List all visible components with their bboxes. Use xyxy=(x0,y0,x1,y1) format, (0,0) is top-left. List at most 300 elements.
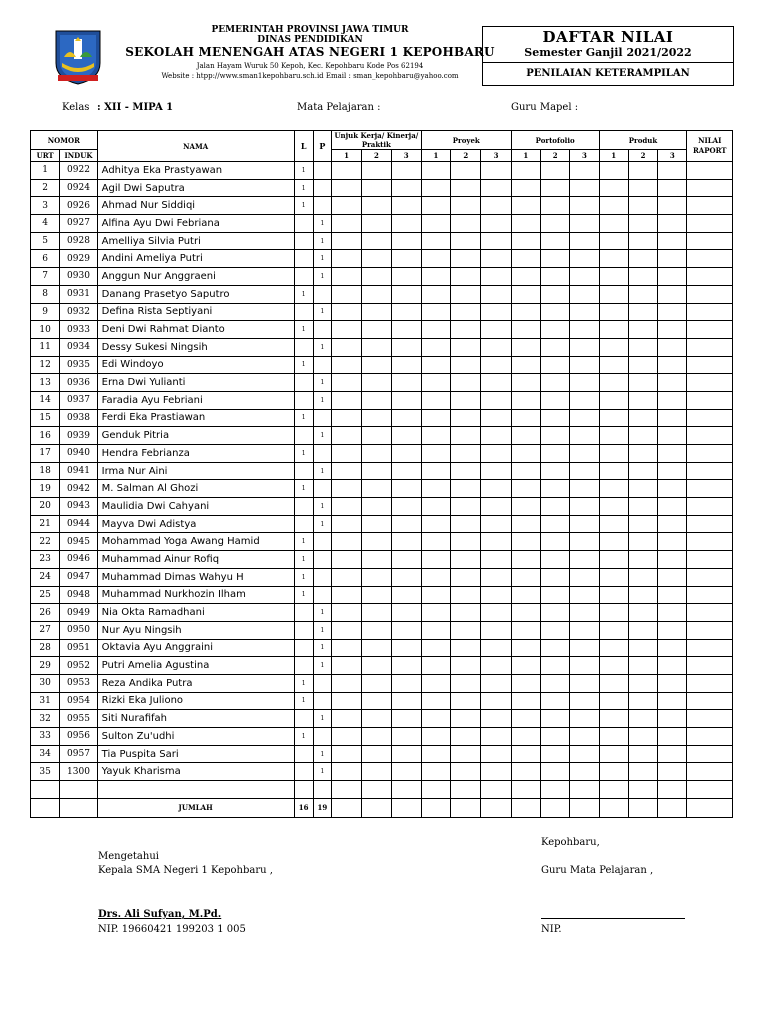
score-cell[interactable] xyxy=(481,604,511,622)
score-cell[interactable] xyxy=(687,445,733,463)
score-cell[interactable] xyxy=(687,285,733,303)
score-cell[interactable] xyxy=(391,498,421,516)
score-cell[interactable] xyxy=(511,692,540,710)
score-cell[interactable] xyxy=(570,515,599,533)
score-cell[interactable] xyxy=(687,586,733,604)
score-cell[interactable] xyxy=(421,533,450,551)
score-cell[interactable] xyxy=(570,391,599,409)
score-cell[interactable] xyxy=(511,639,540,657)
score-cell[interactable] xyxy=(421,356,450,374)
score-cell[interactable] xyxy=(481,586,511,604)
score-cell[interactable] xyxy=(421,568,450,586)
score-cell[interactable] xyxy=(658,215,687,233)
score-cell[interactable] xyxy=(599,445,628,463)
score-cell[interactable] xyxy=(451,533,481,551)
score-cell[interactable] xyxy=(658,197,687,215)
score-cell[interactable] xyxy=(570,197,599,215)
score-cell[interactable] xyxy=(599,480,628,498)
score-cell[interactable] xyxy=(570,445,599,463)
score-cell[interactable] xyxy=(658,232,687,250)
score-cell[interactable] xyxy=(362,232,391,250)
score-cell[interactable] xyxy=(599,498,628,516)
score-cell[interactable] xyxy=(658,639,687,657)
score-cell[interactable] xyxy=(511,621,540,639)
score-cell[interactable] xyxy=(541,215,570,233)
score-cell[interactable] xyxy=(421,197,450,215)
score-cell[interactable] xyxy=(421,427,450,445)
score-cell[interactable] xyxy=(511,568,540,586)
score-cell[interactable] xyxy=(599,374,628,392)
score-cell[interactable] xyxy=(570,480,599,498)
score-cell[interactable] xyxy=(421,674,450,692)
score-cell[interactable] xyxy=(511,657,540,675)
score-cell[interactable] xyxy=(628,179,657,197)
score-cell[interactable] xyxy=(628,197,657,215)
score-cell[interactable] xyxy=(331,745,361,763)
score-cell[interactable] xyxy=(628,551,657,569)
score-cell[interactable] xyxy=(628,498,657,516)
score-cell[interactable] xyxy=(628,374,657,392)
score-cell[interactable] xyxy=(658,462,687,480)
score-cell[interactable] xyxy=(362,321,391,339)
score-cell[interactable] xyxy=(362,268,391,286)
score-cell[interactable] xyxy=(331,268,361,286)
score-cell[interactable] xyxy=(391,427,421,445)
score-cell[interactable] xyxy=(658,303,687,321)
score-cell[interactable] xyxy=(687,462,733,480)
score-cell[interactable] xyxy=(362,533,391,551)
score-cell[interactable] xyxy=(362,621,391,639)
score-cell[interactable] xyxy=(658,356,687,374)
score-cell[interactable] xyxy=(511,480,540,498)
score-cell[interactable] xyxy=(599,604,628,622)
score-cell[interactable] xyxy=(481,728,511,746)
score-cell[interactable] xyxy=(628,427,657,445)
score-cell[interactable] xyxy=(658,338,687,356)
score-cell[interactable] xyxy=(687,657,733,675)
score-cell[interactable] xyxy=(599,710,628,728)
score-cell[interactable] xyxy=(421,409,450,427)
score-cell[interactable] xyxy=(628,568,657,586)
score-cell[interactable] xyxy=(687,409,733,427)
score-cell[interactable] xyxy=(658,710,687,728)
score-cell[interactable] xyxy=(421,162,450,180)
score-cell[interactable] xyxy=(421,445,450,463)
score-cell[interactable] xyxy=(628,285,657,303)
score-cell[interactable] xyxy=(481,763,511,781)
score-cell[interactable] xyxy=(511,409,540,427)
score-cell[interactable] xyxy=(599,551,628,569)
score-cell[interactable] xyxy=(658,728,687,746)
score-cell[interactable] xyxy=(658,285,687,303)
score-cell[interactable] xyxy=(451,621,481,639)
score-cell[interactable] xyxy=(391,409,421,427)
score-cell[interactable] xyxy=(599,391,628,409)
score-cell[interactable] xyxy=(451,321,481,339)
score-cell[interactable] xyxy=(421,462,450,480)
score-cell[interactable] xyxy=(391,674,421,692)
score-cell[interactable] xyxy=(687,763,733,781)
score-cell[interactable] xyxy=(541,533,570,551)
score-cell[interactable] xyxy=(511,321,540,339)
score-cell[interactable] xyxy=(541,321,570,339)
score-cell[interactable] xyxy=(421,338,450,356)
score-cell[interactable] xyxy=(628,162,657,180)
score-cell[interactable] xyxy=(451,338,481,356)
score-cell[interactable] xyxy=(687,338,733,356)
score-cell[interactable] xyxy=(481,250,511,268)
score-cell[interactable] xyxy=(658,533,687,551)
score-cell[interactable] xyxy=(362,338,391,356)
score-cell[interactable] xyxy=(541,515,570,533)
score-cell[interactable] xyxy=(599,179,628,197)
score-cell[interactable] xyxy=(541,391,570,409)
score-cell[interactable] xyxy=(599,250,628,268)
score-cell[interactable] xyxy=(451,728,481,746)
score-cell[interactable] xyxy=(570,728,599,746)
score-cell[interactable] xyxy=(658,674,687,692)
score-cell[interactable] xyxy=(658,162,687,180)
score-cell[interactable] xyxy=(391,621,421,639)
score-cell[interactable] xyxy=(658,179,687,197)
score-cell[interactable] xyxy=(570,374,599,392)
score-cell[interactable] xyxy=(331,356,361,374)
score-cell[interactable] xyxy=(658,427,687,445)
score-cell[interactable] xyxy=(451,674,481,692)
score-cell[interactable] xyxy=(331,250,361,268)
score-cell[interactable] xyxy=(331,480,361,498)
score-cell[interactable] xyxy=(541,462,570,480)
score-cell[interactable] xyxy=(451,197,481,215)
score-cell[interactable] xyxy=(511,674,540,692)
score-cell[interactable] xyxy=(687,480,733,498)
score-cell[interactable] xyxy=(658,321,687,339)
score-cell[interactable] xyxy=(511,533,540,551)
score-cell[interactable] xyxy=(391,162,421,180)
score-cell[interactable] xyxy=(331,674,361,692)
score-cell[interactable] xyxy=(628,480,657,498)
score-cell[interactable] xyxy=(391,374,421,392)
score-cell[interactable] xyxy=(331,285,361,303)
score-cell[interactable] xyxy=(391,533,421,551)
score-cell[interactable] xyxy=(391,268,421,286)
score-cell[interactable] xyxy=(687,710,733,728)
score-cell[interactable] xyxy=(511,728,540,746)
score-cell[interactable] xyxy=(541,480,570,498)
score-cell[interactable] xyxy=(541,427,570,445)
score-cell[interactable] xyxy=(391,763,421,781)
score-cell[interactable] xyxy=(658,250,687,268)
score-cell[interactable] xyxy=(481,197,511,215)
score-cell[interactable] xyxy=(421,586,450,604)
score-cell[interactable] xyxy=(541,674,570,692)
score-cell[interactable] xyxy=(599,338,628,356)
score-cell[interactable] xyxy=(481,321,511,339)
score-cell[interactable] xyxy=(511,586,540,604)
score-cell[interactable] xyxy=(658,692,687,710)
score-cell[interactable] xyxy=(628,445,657,463)
score-cell[interactable] xyxy=(362,374,391,392)
score-cell[interactable] xyxy=(511,285,540,303)
score-cell[interactable] xyxy=(599,515,628,533)
score-cell[interactable] xyxy=(481,232,511,250)
score-cell[interactable] xyxy=(511,268,540,286)
score-cell[interactable] xyxy=(511,215,540,233)
score-cell[interactable] xyxy=(541,338,570,356)
score-cell[interactable] xyxy=(599,586,628,604)
score-cell[interactable] xyxy=(451,285,481,303)
score-cell[interactable] xyxy=(541,568,570,586)
score-cell[interactable] xyxy=(391,445,421,463)
score-cell[interactable] xyxy=(687,692,733,710)
score-cell[interactable] xyxy=(628,462,657,480)
score-cell[interactable] xyxy=(331,462,361,480)
score-cell[interactable] xyxy=(599,232,628,250)
score-cell[interactable] xyxy=(511,338,540,356)
score-cell[interactable] xyxy=(599,639,628,657)
score-cell[interactable] xyxy=(481,338,511,356)
score-cell[interactable] xyxy=(599,674,628,692)
score-cell[interactable] xyxy=(481,480,511,498)
score-cell[interactable] xyxy=(421,763,450,781)
score-cell[interactable] xyxy=(687,515,733,533)
score-cell[interactable] xyxy=(362,498,391,516)
score-cell[interactable] xyxy=(451,179,481,197)
score-cell[interactable] xyxy=(599,657,628,675)
score-cell[interactable] xyxy=(570,551,599,569)
score-cell[interactable] xyxy=(599,621,628,639)
score-cell[interactable] xyxy=(481,533,511,551)
score-cell[interactable] xyxy=(451,356,481,374)
score-cell[interactable] xyxy=(658,604,687,622)
score-cell[interactable] xyxy=(421,692,450,710)
score-cell[interactable] xyxy=(599,568,628,586)
score-cell[interactable] xyxy=(391,551,421,569)
score-cell[interactable] xyxy=(541,498,570,516)
score-cell[interactable] xyxy=(451,215,481,233)
score-cell[interactable] xyxy=(687,374,733,392)
score-cell[interactable] xyxy=(570,285,599,303)
score-cell[interactable] xyxy=(687,179,733,197)
score-cell[interactable] xyxy=(687,568,733,586)
score-cell[interactable] xyxy=(599,321,628,339)
score-cell[interactable] xyxy=(687,250,733,268)
score-cell[interactable] xyxy=(391,657,421,675)
score-cell[interactable] xyxy=(570,462,599,480)
score-cell[interactable] xyxy=(541,285,570,303)
score-cell[interactable] xyxy=(362,586,391,604)
score-cell[interactable] xyxy=(421,480,450,498)
score-cell[interactable] xyxy=(658,268,687,286)
score-cell[interactable] xyxy=(331,692,361,710)
score-cell[interactable] xyxy=(658,391,687,409)
score-cell[interactable] xyxy=(658,480,687,498)
score-cell[interactable] xyxy=(687,674,733,692)
score-cell[interactable] xyxy=(481,391,511,409)
score-cell[interactable] xyxy=(658,621,687,639)
score-cell[interactable] xyxy=(362,568,391,586)
score-cell[interactable] xyxy=(391,197,421,215)
score-cell[interactable] xyxy=(451,498,481,516)
score-cell[interactable] xyxy=(391,356,421,374)
score-cell[interactable] xyxy=(599,692,628,710)
score-cell[interactable] xyxy=(628,657,657,675)
score-cell[interactable] xyxy=(570,321,599,339)
score-cell[interactable] xyxy=(421,374,450,392)
score-cell[interactable] xyxy=(570,356,599,374)
score-cell[interactable] xyxy=(481,745,511,763)
score-cell[interactable] xyxy=(331,427,361,445)
score-cell[interactable] xyxy=(331,409,361,427)
score-cell[interactable] xyxy=(541,692,570,710)
score-cell[interactable] xyxy=(570,338,599,356)
score-cell[interactable] xyxy=(331,710,361,728)
score-cell[interactable] xyxy=(421,215,450,233)
score-cell[interactable] xyxy=(628,604,657,622)
score-cell[interactable] xyxy=(451,374,481,392)
score-cell[interactable] xyxy=(687,197,733,215)
score-cell[interactable] xyxy=(481,568,511,586)
score-cell[interactable] xyxy=(687,391,733,409)
score-cell[interactable] xyxy=(628,409,657,427)
score-cell[interactable] xyxy=(362,604,391,622)
score-cell[interactable] xyxy=(687,551,733,569)
score-cell[interactable] xyxy=(451,515,481,533)
score-cell[interactable] xyxy=(391,604,421,622)
score-cell[interactable] xyxy=(658,586,687,604)
score-cell[interactable] xyxy=(362,763,391,781)
score-cell[interactable] xyxy=(451,268,481,286)
score-cell[interactable] xyxy=(481,285,511,303)
score-cell[interactable] xyxy=(481,427,511,445)
score-cell[interactable] xyxy=(628,710,657,728)
score-cell[interactable] xyxy=(599,745,628,763)
score-cell[interactable] xyxy=(511,427,540,445)
score-cell[interactable] xyxy=(362,515,391,533)
score-cell[interactable] xyxy=(628,356,657,374)
score-cell[interactable] xyxy=(421,285,450,303)
score-cell[interactable] xyxy=(421,657,450,675)
score-cell[interactable] xyxy=(391,303,421,321)
score-cell[interactable] xyxy=(628,303,657,321)
score-cell[interactable] xyxy=(599,162,628,180)
score-cell[interactable] xyxy=(391,728,421,746)
score-cell[interactable] xyxy=(451,409,481,427)
score-cell[interactable] xyxy=(541,409,570,427)
score-cell[interactable] xyxy=(541,621,570,639)
score-cell[interactable] xyxy=(687,356,733,374)
score-cell[interactable] xyxy=(481,215,511,233)
score-cell[interactable] xyxy=(331,321,361,339)
score-cell[interactable] xyxy=(421,232,450,250)
score-cell[interactable] xyxy=(511,356,540,374)
score-cell[interactable] xyxy=(570,674,599,692)
score-cell[interactable] xyxy=(570,215,599,233)
score-cell[interactable] xyxy=(331,197,361,215)
score-cell[interactable] xyxy=(421,604,450,622)
score-cell[interactable] xyxy=(362,692,391,710)
score-cell[interactable] xyxy=(570,533,599,551)
score-cell[interactable] xyxy=(391,285,421,303)
score-cell[interactable] xyxy=(421,710,450,728)
score-cell[interactable] xyxy=(421,621,450,639)
score-cell[interactable] xyxy=(421,728,450,746)
score-cell[interactable] xyxy=(421,321,450,339)
score-cell[interactable] xyxy=(331,533,361,551)
score-cell[interactable] xyxy=(628,515,657,533)
score-cell[interactable] xyxy=(451,480,481,498)
score-cell[interactable] xyxy=(451,462,481,480)
score-cell[interactable] xyxy=(687,621,733,639)
score-cell[interactable] xyxy=(481,268,511,286)
score-cell[interactable] xyxy=(481,692,511,710)
score-cell[interactable] xyxy=(599,285,628,303)
score-cell[interactable] xyxy=(541,657,570,675)
score-cell[interactable] xyxy=(628,338,657,356)
score-cell[interactable] xyxy=(362,303,391,321)
score-cell[interactable] xyxy=(658,445,687,463)
score-cell[interactable] xyxy=(570,586,599,604)
score-cell[interactable] xyxy=(599,303,628,321)
score-cell[interactable] xyxy=(481,462,511,480)
score-cell[interactable] xyxy=(421,515,450,533)
score-cell[interactable] xyxy=(331,586,361,604)
score-cell[interactable] xyxy=(421,268,450,286)
score-cell[interactable] xyxy=(391,250,421,268)
score-cell[interactable] xyxy=(391,745,421,763)
score-cell[interactable] xyxy=(391,515,421,533)
score-cell[interactable] xyxy=(511,462,540,480)
score-cell[interactable] xyxy=(481,445,511,463)
score-cell[interactable] xyxy=(391,692,421,710)
score-cell[interactable] xyxy=(391,391,421,409)
score-cell[interactable] xyxy=(687,303,733,321)
score-cell[interactable] xyxy=(362,162,391,180)
score-cell[interactable] xyxy=(481,356,511,374)
score-cell[interactable] xyxy=(511,303,540,321)
score-cell[interactable] xyxy=(570,621,599,639)
score-cell[interactable] xyxy=(687,498,733,516)
score-cell[interactable] xyxy=(511,604,540,622)
score-cell[interactable] xyxy=(541,710,570,728)
score-cell[interactable] xyxy=(451,692,481,710)
score-cell[interactable] xyxy=(687,604,733,622)
score-cell[interactable] xyxy=(451,639,481,657)
score-cell[interactable] xyxy=(331,604,361,622)
score-cell[interactable] xyxy=(687,639,733,657)
score-cell[interactable] xyxy=(362,710,391,728)
score-cell[interactable] xyxy=(628,674,657,692)
score-cell[interactable] xyxy=(541,250,570,268)
score-cell[interactable] xyxy=(451,568,481,586)
score-cell[interactable] xyxy=(331,391,361,409)
score-cell[interactable] xyxy=(570,250,599,268)
score-cell[interactable] xyxy=(599,268,628,286)
score-cell[interactable] xyxy=(451,657,481,675)
score-cell[interactable] xyxy=(451,162,481,180)
score-cell[interactable] xyxy=(511,745,540,763)
score-cell[interactable] xyxy=(362,409,391,427)
score-cell[interactable] xyxy=(541,374,570,392)
score-cell[interactable] xyxy=(687,745,733,763)
score-cell[interactable] xyxy=(511,710,540,728)
score-cell[interactable] xyxy=(331,657,361,675)
score-cell[interactable] xyxy=(541,179,570,197)
score-cell[interactable] xyxy=(628,321,657,339)
score-cell[interactable] xyxy=(481,674,511,692)
score-cell[interactable] xyxy=(331,763,361,781)
score-cell[interactable] xyxy=(541,356,570,374)
